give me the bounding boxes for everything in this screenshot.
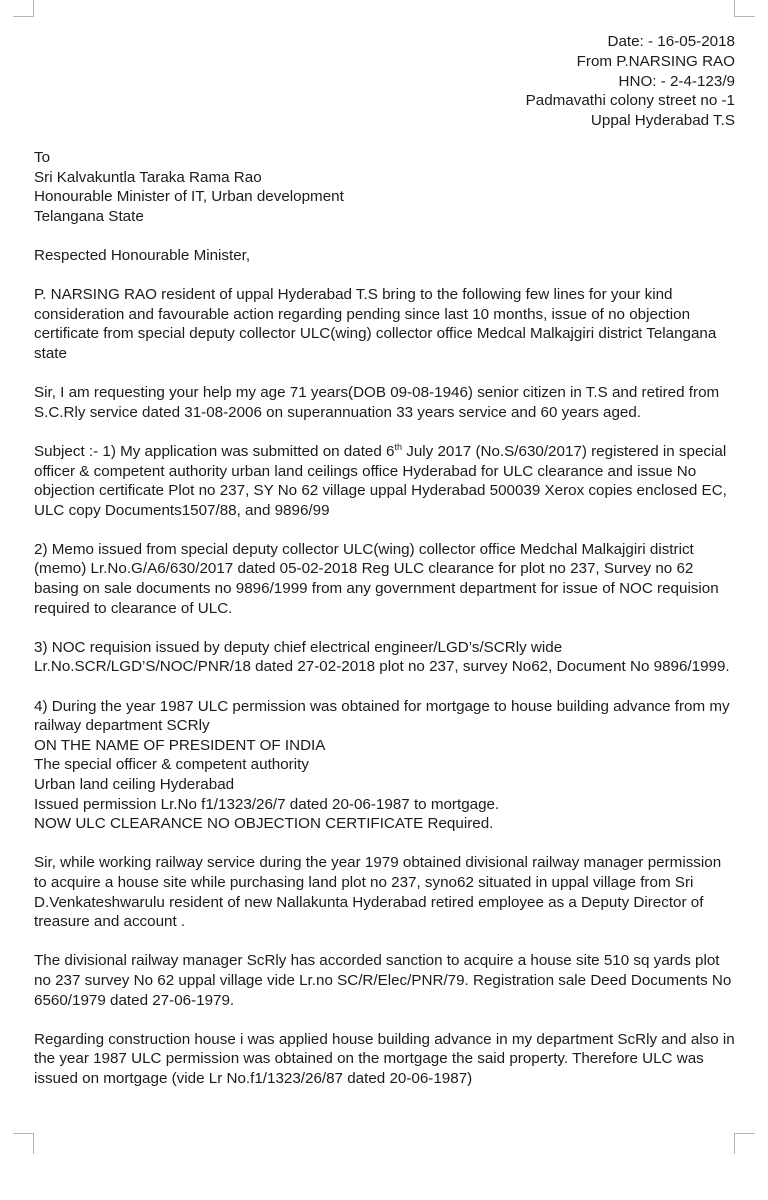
point-4-paragraph	[34, 697, 738, 834]
point-4-line-6: NOW ULC CLEARANCE NO OBJECTION CERTIFICATE Required.	[34, 815, 494, 833]
point-4-line-1: 4) During the year 1987 ULC permission was obtained for mortgage to house building advance from my railway department SCRly	[34, 697, 730, 735]
letter-date: Date: - 16-05-2018	[607, 33, 735, 50]
subject-paragraph	[34, 442, 738, 520]
construction-paragraph: Regarding construction house i was applied house building advance in my department ScRly and also in the year 1987 ULC permission was obtained on the mortgage the said property. Therefore ULC was issued on mortgage (vide Lr No.f1/1323/26/87 dated 20-06-1987)	[34, 1030, 735, 1087]
sender-street: Padmavathi colony street no -1	[525, 92, 735, 110]
point-2-paragraph: 2) Memo issued from special deputy collector ULC(wing) collector office Medchal Malkajgiri district (memo) Lr.No.G/A6/630/2017 dated 05-02-2018 Reg ULC clearance for plot no 237, Survey no 62 basing on sale documents no 9896/1999 from any government department for issue of NOC requision required to clearance of ULC.	[34, 540, 719, 617]
sender-city: Uppal Hyderabad T.S	[590, 112, 735, 130]
sender-address-block	[526, 32, 735, 131]
crop-mark-bottom-left	[13, 1133, 34, 1154]
recipient-block	[34, 148, 738, 226]
subject-prefix: Subject :- 1) My application was submitted on dated 6	[34, 442, 395, 460]
intro-paragraph: P. NARSING RAO resident of uppal Hyderabad T.S bring to the following few lines for your kind consideration and favourable action regarding pending since last 10 months, issue of no objection certificate from special deputy collector ULC(wing) collector office Medcal Malkajgiri district Telangana state	[34, 286, 717, 362]
recipient-to: To	[34, 149, 51, 166]
recipient-title: Honourable Minister of IT, Urban development	[34, 188, 344, 206]
subject-rest: July 2017 (No.S/630/2017) registered in special officer & competent authority urban land ceilings office Hyderabad for ULC clearance and issue No objection certificate Plot no 237, SY No 62 village uppal Hyderabad 500039 Xerox copies enclosed EC, ULC copy Documents1507/88, and 9896/99	[34, 442, 727, 519]
sender-name: From P.NARSING RAO	[576, 52, 735, 70]
recipient-name: Sri Kalvakuntla Taraka Rama Rao	[34, 168, 262, 186]
point-4-line-5: Issued permission Lr.No f1/1323/26/7 dated 20-06-1987 to mortgage.	[34, 795, 500, 813]
railway-service-paragraph: Sir, while working railway service during the year 1979 obtained divisional railway manager permission to acquire a house site while purchasing land plot no 237, syno62 situated in uppal village from Sri D.Venkateshwarulu resident of new Nallakunta Hyderabad retired employee as a Deputy Director of treasure and account .	[34, 854, 722, 931]
point-3-paragraph: 3) NOC requision issued by deputy chief electrical engineer/LGD’s/SCRly wide Lr.No.SCR/LGD’S/NOC/PNR/18 dated 27-02-2018 plot no 237, survey No62, Document No 9896/1999.	[34, 638, 730, 676]
salutation: Respected Honourable Minister,	[34, 246, 251, 264]
request-paragraph: Sir, I am requesting your help my age 71 years(DOB 09-08-1946) senior citizen in T.S and retired from S.C.Rly service dated 31-08-2006 on superannuation 33 years service and 60 years aged.	[34, 384, 720, 421]
crop-mark-top-left	[13, 0, 34, 17]
letter-body	[34, 148, 738, 1108]
sanction-paragraph: The divisional railway manager ScRly has accorded sanction to acquire a house site 510 sq yards plot no 237 survey No 62 uppal village vide Lr.no SC/R/Elec/PNR/79. Registration sale Deed Documents No 6560/1979 dated 27-06-1979.	[34, 952, 732, 1009]
crop-mark-top-right	[734, 0, 755, 17]
crop-mark-bottom-right	[734, 1133, 755, 1154]
sender-house-number: HNO: - 2-4-123/9	[618, 72, 735, 90]
point-4-line-2: ON THE NAME OF PRESIDENT OF INDIA	[34, 736, 326, 754]
point-4-line-4: Urban land ceiling Hyderabad	[34, 776, 235, 793]
point-4-line-3: The special officer & competent authority	[34, 756, 309, 774]
recipient-state: Telangana State	[34, 207, 144, 225]
subject-superscript: th	[394, 441, 402, 452]
